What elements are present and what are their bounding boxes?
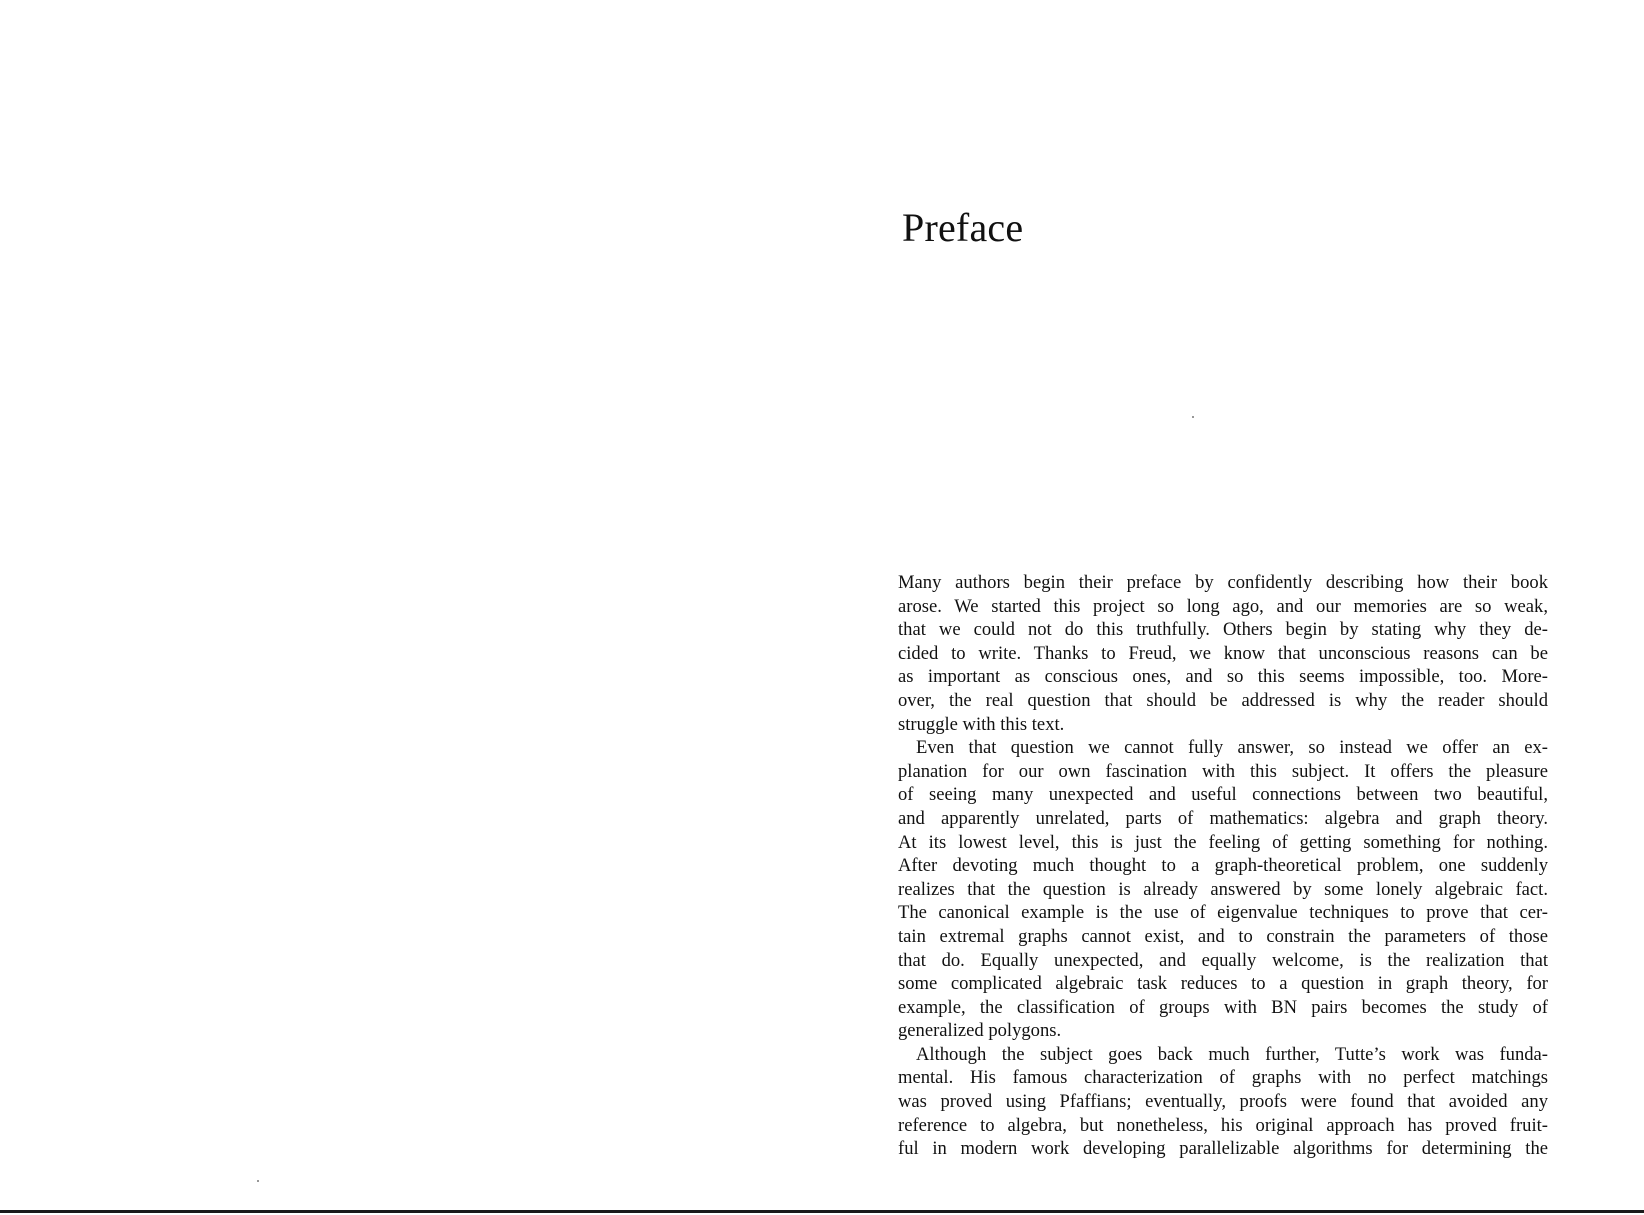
preface-body bbox=[898, 571, 1548, 1161]
text-line: At its lowest level, this is just the feeling of getting something for nothing. bbox=[898, 831, 1548, 853]
text-line: realizes that the question is already answered by some lonely algebraic fact. bbox=[898, 878, 1548, 900]
chapter-title: Preface bbox=[902, 205, 1024, 250]
text-line: reference to algebra, but nonetheless, his original approach has proved fruit- bbox=[898, 1114, 1548, 1136]
text-line: and apparently unrelated, parts of mathematics: algebra and graph theory. bbox=[898, 807, 1548, 829]
text-line: as important as conscious ones, and so this seems impossible, too. More- bbox=[898, 666, 1548, 688]
text-line: cided to write. Thanks to Freud, we know that unconscious reasons can be bbox=[898, 642, 1548, 664]
text-line: ful in modern work developing parallelizable algorithms for determining the bbox=[898, 1138, 1548, 1160]
text-line: tain extremal graphs cannot exist, and to constrain the parameters of those bbox=[898, 925, 1548, 947]
text-line: of seeing many unexpected and useful connections between two beautiful, bbox=[898, 784, 1548, 806]
text-line: over, the real question that should be addressed is why the reader should bbox=[898, 689, 1548, 711]
text-line: The canonical example is the use of eigenvalue techniques to prove that cer- bbox=[898, 902, 1548, 924]
text-line: struggle with this text. bbox=[898, 713, 1065, 735]
right-page bbox=[860, 0, 1644, 1210]
text-line: planation for our own fascination with this subject. It offers the pleasure bbox=[898, 760, 1548, 782]
text-line: After devoting much thought to a graph-theoretical problem, one suddenly bbox=[898, 855, 1548, 877]
text-line: mental. His famous characterization of graphs with no perfect matchings bbox=[898, 1067, 1548, 1089]
text-line: that we could not do this truthfully. Others begin by stating why they de- bbox=[898, 619, 1548, 641]
text-line: was proved using Pfaffians; eventually, proofs were found that avoided any bbox=[898, 1091, 1548, 1113]
page-speck bbox=[1192, 416, 1194, 418]
text-line: some complicated algebraic task reduces to a question in graph theory, for bbox=[898, 973, 1548, 995]
text-line: generalized polygons. bbox=[898, 1020, 1062, 1042]
text-line: that do. Equally unexpected, and equally welcome, is the realization that bbox=[898, 949, 1548, 971]
text-line: Although the subject goes back much further, Tutte’s work was funda- bbox=[916, 1043, 1548, 1065]
text-line: Many authors begin their preface by confidently describing how their book bbox=[898, 572, 1548, 593]
page-speck bbox=[257, 1180, 259, 1182]
text-line: example, the classification of groups with BN pairs becomes the study of bbox=[898, 996, 1548, 1018]
page-bottom-edge bbox=[0, 1210, 1644, 1213]
text-line: arose. We started this project so long ago, and our memories are so weak, bbox=[898, 595, 1548, 617]
text-line: Even that question we cannot fully answer, so instead we offer an ex- bbox=[916, 737, 1548, 759]
